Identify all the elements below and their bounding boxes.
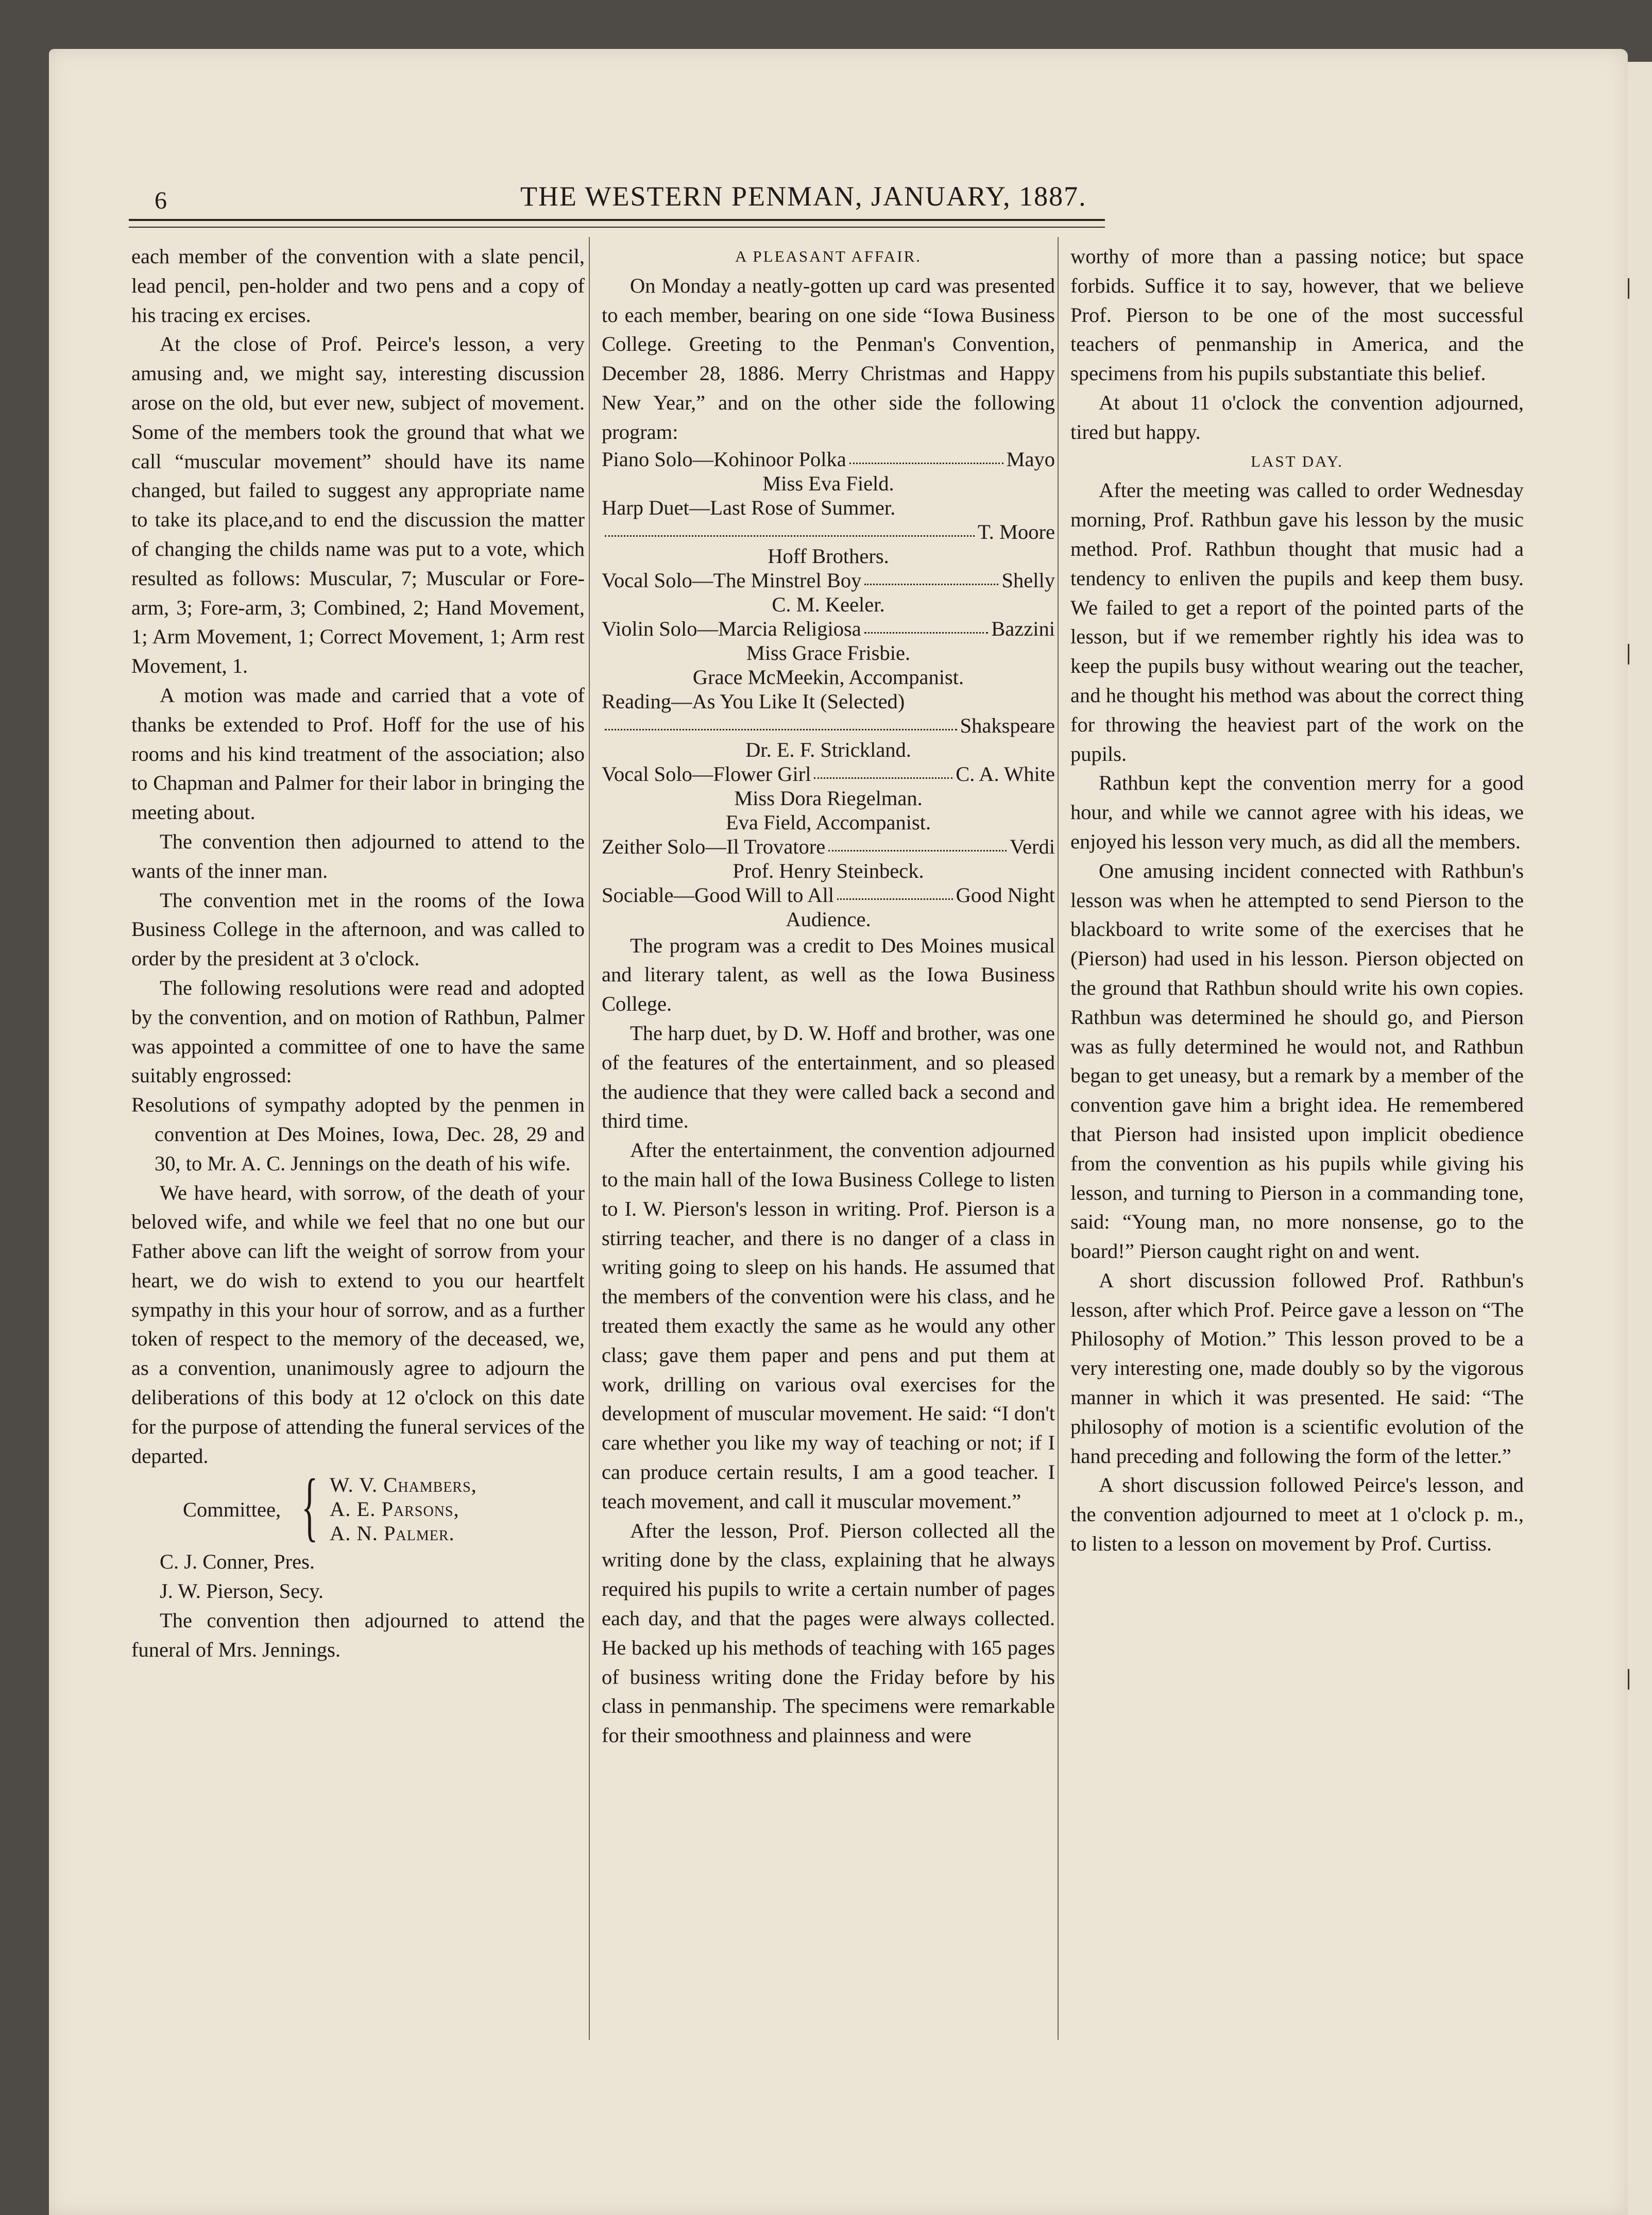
program-performer: Dr. E. F. Strickland. (745, 738, 911, 761)
paragraph: We have heard, with sorrow, of the death of your beloved wife, and while we feel that no one but our Father above can lift the weight of sorrow from your heart, we do wish to extend to you our heartfelt sympathy in this your hour of sorrow, and as a further token of respect to the memory of the deceased, we, as a convention, unanimously agree to adjourn the deliberations of this body at 12 o'clock on this date for the purpose of attending the funeral services of the departed. (131, 1181, 585, 1468)
program-item: Piano Solo—Kohinoor Polka (602, 447, 846, 471)
program-line (602, 689, 1055, 713)
column-1 (131, 242, 585, 1665)
paragraph: The harp duet, by D. W. Hoff and brother, was one of the features of the entertainment, and so pleased the audience that they were called back a second and third time. (602, 1021, 1055, 1133)
program-item: Vocal Solo—Flower Girl (602, 762, 811, 786)
leader-dots (605, 713, 957, 730)
program-composer: C. A. White (956, 762, 1055, 786)
program-item: Violin Solo—Marcia Religiosa (602, 617, 861, 640)
paragraph: The convention then adjourned to attend to the wants of the inner man. (131, 829, 585, 882)
program-item: Sociable—Good Will to All (602, 883, 834, 907)
program-line (602, 447, 1055, 471)
paragraph: Rathbun kept the convention merry for a good hour, and while we cannot agree with his ideas, we enjoyed his lesson very much, as did all the members. (1070, 771, 1524, 853)
program-line (602, 568, 1055, 592)
secretary-signature: J. W. Pierson, Secy. (160, 1579, 324, 1603)
paragraph: The convention then adjourned to attend the funeral of Mrs. Jennings. (131, 1609, 585, 1661)
leader-dots (837, 883, 953, 900)
leader-dots (849, 447, 1003, 464)
program-composer: T. Moore (978, 520, 1055, 543)
leader-dots (864, 568, 998, 585)
program-performer: Grace McMeekin, Accompanist. (692, 665, 964, 689)
program-composer: Shakspeare (960, 713, 1055, 737)
program-line (602, 713, 1055, 738)
program-line (602, 520, 1055, 544)
program-performer: Audience. (786, 907, 871, 931)
leader-dots (864, 617, 989, 634)
paragraph: The following resolutions were read and adopted by the convention, and on motion of Rathbun, Palmer was appointed a committee of one to have the same suitably engrossed: (131, 976, 585, 1087)
committee-member: A. N. Palmer. (330, 1522, 455, 1545)
paragraph: One amusing incident connected with Rathbun's lesson was when he attempted to send Pierson to the blackboard to write some of the exercises that he (Pierson) had used in his lesson. Pierson objected on the ground that Rathbun should write his own copies. Rathbun was determined he should go, and Pierson was as fully determined he would not, and Rathbun began to get uneasy, but a remark by a member of the convention gave him a bright idea. He remembered that Pierson had insisted upon implicit obedience from the convention as his pupils while giving his lesson, and turning to Pierson in a commanding tone, said: “Young man, no more nonsense, go to the board!” Pierson caught right on and went. (1070, 859, 1524, 1263)
program-line (602, 762, 1055, 786)
program-item: Reading—As You Like It (Selected) (602, 689, 905, 713)
program-composer: Good Night (956, 883, 1055, 907)
program-performer: Prof. Henry Steinbeck. (733, 859, 924, 882)
column-2 (602, 242, 1055, 1750)
paragraph: After the lesson, Prof. Pierson collected all the writing done by the class, explaining that he always required his pupils to write a certain number of pages each day, and that the pages were always collected. He backed up his methods of teaching with 165 pages of business writing done the Friday before by his class in penmanship. The specimens were remarkable for their smoothness and plainness and were (602, 1519, 1055, 1747)
page-number: 6 (155, 187, 167, 214)
program-line (602, 496, 1055, 520)
leader-dots (605, 520, 975, 537)
committee-members (330, 1473, 477, 1545)
program-performer: Eva Field, Accompanist. (725, 810, 931, 834)
program-performer: Miss Grace Frisbie. (746, 641, 911, 664)
section-heading: A PLEASANT AFFAIR. (735, 247, 922, 265)
running-head (129, 180, 1623, 216)
committee-member: W. V. Chambers, (330, 1473, 477, 1497)
committee-signature (131, 1463, 585, 1549)
program-item: Harp Duet—Last Rose of Summer. (602, 496, 896, 519)
section-heading: LAST DAY. (1251, 452, 1343, 470)
paragraph: At about 11 o'clock the convention adjourned, tired but happy. (1070, 390, 1524, 444)
paragraph: After the entertainment, the convention adjourned to the main hall of the Iowa Business College to listen to I. W. Pierson's lesson in writing. Prof. Pierson is a stirring teacher, and there is no danger of a class in writing going to sleep on his hands. He assumed that the members of the convention were his class, and he treated them exactly the same as he would any other class; gave them paper and pens and put them at work, drilling on various oval exercises for the development of muscular movement. He said: “I don't care whether you like my way of teaching or not; if I can produce certain results, I am a good teacher. I teach movement, and call it muscular movement.” (602, 1138, 1055, 1513)
program-performer: Miss Eva Field. (762, 471, 894, 495)
president-signature: C. J. Conner, Pres. (160, 1550, 315, 1574)
header-rule (129, 219, 1105, 221)
paragraph: each member of the convention with a slate pencil, lead pencil, pen-holder and two pens and a copy of his tracing ex ercises. (131, 245, 585, 327)
program-item: Vocal Solo—The Minstrel Boy (602, 568, 862, 592)
program-composer: Mayo (1006, 447, 1055, 471)
paragraph: A short discussion followed Peirce's lesson, and the convention adjourned to meet at 1 o'clock p. m., to listen to a lesson on movement by Prof. Curtiss. (1070, 1473, 1524, 1556)
committee-label: Committee, (183, 1498, 281, 1522)
header-rule-thin (129, 227, 1105, 228)
committee-member: A. E. Parsons, (330, 1497, 459, 1521)
program-performer: Hoff Brothers. (768, 544, 889, 568)
program-composer: Verdi (1010, 834, 1055, 858)
program-item: Zeither Solo—Il Trovatore (602, 834, 826, 858)
leader-dots (814, 762, 952, 779)
column-3 (1070, 242, 1524, 1559)
paragraph: After the meeting was called to order Wednesday morning, Prof. Rathbun gave his lesson by the music method. Prof. Rathbun thought that music had a tendency to enliven the pupils and keep them busy. We failed to get a report of the pointed parts of the lesson, but if we remember rightly his idea was to keep the pupils busy without wearing out the teacher, and he thought his method was about the correct thing for throwing the heaviest part of the work on the pupils. (1070, 479, 1524, 765)
program-performer: C. M. Keeler. (772, 592, 885, 616)
program-listing (602, 447, 1055, 931)
program-line (602, 883, 1055, 907)
paragraph: The program was a credit to Des Moines musical and literary talent, as well as the Iowa Business College. (602, 933, 1055, 1016)
column-divider (1058, 237, 1059, 2040)
paragraph: A motion was made and carried that a vote of thanks be extended to Prof. Hoff for the use of his rooms and his kind treatment of the association; also to Chapman and Palmer for their labor in bringing the meeting about. (131, 683, 585, 824)
program-performer: Miss Dora Riegelman. (734, 786, 923, 810)
leader-dots (828, 834, 1007, 851)
masthead-title: THE WESTERN PENMAN, JANUARY, 1887. (520, 181, 1087, 212)
program-composer: Shelly (1001, 568, 1055, 592)
program-line (602, 834, 1055, 859)
paragraph: On Monday a neatly-gotten up card was presented to each member, bearing on one side “Iowa Business College. Greeting to the Penman's Convention, December 28, 1886. Merry Christmas and Happy New Year,” and on the other side the following program: (602, 274, 1055, 444)
program-line (602, 617, 1055, 641)
paragraph: A short discussion followed Prof. Rathbun's lesson, after which Prof. Peirce gave a lesson on “The Philosophy of Motion.” This lesson proved to be a very interesting one, made doubly so by the vigorous manner in which it was presented. He said: “The philosophy of motion is a scientific evolution of the hand preceding and following the form of the letter.” (1070, 1268, 1524, 1468)
column-divider (589, 237, 590, 2040)
program-composer: Bazzini (991, 617, 1055, 640)
paragraph: At the close of Prof. Peirce's lesson, a very amusing and, we might say, interesting discussion arose on the old, but ever new, subject of movement. Some of the members took the ground that what we call “muscular movement” should have its name changed, but failed to suggest any appropriate name to take its place,and to end the discussion the matter of changing the childs name was put to a vote, which resulted as follows: Muscular, 7; Muscular or Fore-arm, 3; Fore-arm, 3; Combined, 2; Hand Movement, 1; Arm Movement, 1; Correct Movement, 1; Arm rest Movement, 1. (131, 332, 585, 678)
resolution-title: Resolutions of sympathy adopted by the penmen in convention at Des Moines, Iowa, Dec. 28, 29 and 30, to Mr. A. C. Jennings on the death of his wife. (131, 1093, 585, 1175)
brace-glyph: { (301, 1463, 318, 1549)
paragraph: The convention met in the rooms of the Iowa Business College in the afternoon, and was called to order by the president at 3 o'clock. (131, 888, 585, 970)
paragraph: worthy of more than a passing notice; but space forbids. Suffice it to say, however, that we believe Prof. Pierson to be one of the most successful teachers of penmanship in America, and the specimens from his pupils substantiate this belief. (1070, 245, 1524, 385)
